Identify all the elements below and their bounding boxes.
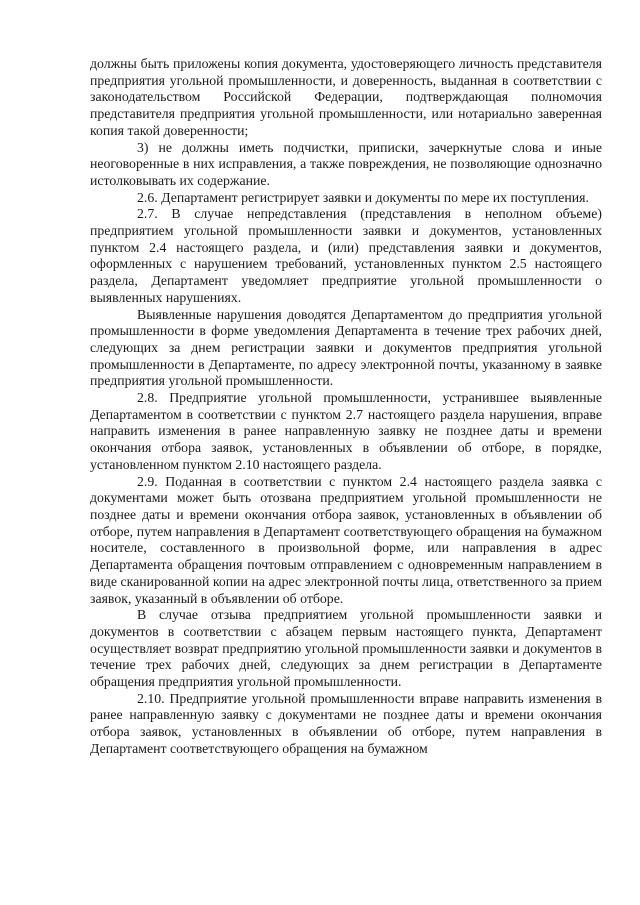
paragraph-2-7: 2.7. В случае непредставления (представления в неполном объеме) предприятием угольной промышленности заявки и документов, установленных пунктом 2.4 настоящего раздела, и (или) представления заявки и документов, оформленных с нарушением требований, установленных пунктом 2.5 настоящего раздела, Департамент уведомляет предприятие угольной промышленности о выявленных нарушениях. [90,206,602,305]
document-page [90,56,602,758]
paragraph-2-8: 2.8. Предприятие угольной промышленности, устранившее выявленные Департаментом в соответствии с пунктом 2.7 настоящего раздела нарушения, вправе направить изменения в ранее направленную заявку не позднее даты и времени окончания отбора заявок, установленных в объявлении об отборе, в порядке, установленном пунктом 2.10 настоящего раздела. [90,390,602,472]
paragraph-2-10: 2.10. Предприятие угольной промышленности вправе направить изменения в ранее направленную заявку с документами не позднее даты и времени окончания отбора заявок, установленных в объявлении об отборе, путем направления в Департамент соответствующего обращения на бумажном [90,690,602,756]
paragraph-2-7-violations: Выявленные нарушения доводятся Департаментом до предприятия угольной промышленности в форме уведомления Департамента в течение трех рабочих дней, следующих за днем регистрации заявки и документов предприятия угольной промышленности в Департаменте, по адресу электронной почты, указанному в заявке предприятия угольной промышленности. [90,306,602,389]
paragraph-representative-documents: должны быть приложены копия документа, удостоверяющего личность представителя предприятия угольной промышленности, и доверенность, выданная в соответствии с законодательством Российской Федерации, подтверждающая полномочия представителя предприятия угольной промышленности, или нотариально заверенная копия такой доверенности; [90,56,602,138]
paragraph-item-3: 3) не должны иметь подчистки, приписки, зачеркнутые слова и иные неоговоренные в них исправления, а также повреждения, не позволяющие однозначно истолковывать их содержание. [90,139,602,188]
paragraph-2-9: 2.9. Поданная в соответствии с пунктом 2.4 настоящего раздела заявка с документами может быть отозвана предприятием угольной промышленности не позднее даты и времени окончания отбора заявок, установленных в объявлении об отборе, путем направления в Департамент соответствующего обращения на бумажном носителе, составленного в произвольной форме, или направления в адрес Департамента обращения почтовым отправлением с одновременным направлением в виде сканированной копии на адрес электронной почты лица, ответственного за прием заявок, указанный в объявлении об отборе. [90,473,602,606]
paragraph-2-6: 2.6. Департамент регистрирует заявки и документы по мере их поступления. [137,189,589,205]
paragraph-2-9-withdrawal: В случае отзыва предприятием угольной промышленности заявки и документов в соответствии с абзацем первым настоящего пункта, Департамент осуществляет возврат предприятию угольной промышленности заявки и документов в течение трех рабочих дней, следующих за днем регистрации в Департаменте обращения предприятия угольной промышленности. [90,607,602,690]
